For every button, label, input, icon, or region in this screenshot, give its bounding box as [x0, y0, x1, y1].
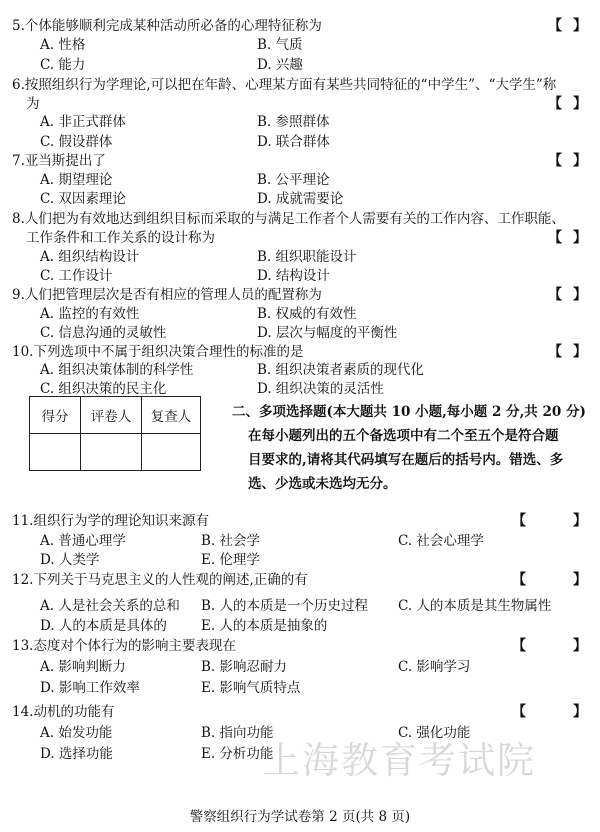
section-2-instruction: 选、少选或未选均无分。 [248, 476, 397, 492]
answer-bracket-right: 】 [573, 704, 587, 720]
question-10-stem: 10.下列选项中不属于组织决策合理性的标准的是 [12, 344, 304, 360]
answer-bracket-right: 】 [573, 153, 587, 169]
option: D. 人的本质是具体的 [40, 618, 167, 634]
answer-bracket-left: 【 [512, 704, 526, 720]
answer-bracket-left: 【 [548, 96, 562, 112]
question-6-stem: 6.按照组织行为学理论,可以把在年龄、心理某方面有某些共同特征的“中学生”、“大学生”称 [12, 77, 557, 93]
reviewer-header: 复查人 [142, 397, 201, 434]
option: D. 人类学 [40, 552, 100, 568]
option: B. 参照群体 [257, 114, 330, 130]
score-header: 得分 [30, 397, 81, 434]
answer-bracket-left: 【 [548, 18, 562, 34]
option: A. 影响判断力 [40, 659, 126, 675]
option: B. 指向功能 [201, 725, 274, 741]
answer-bracket-right: 】 [573, 18, 587, 34]
answer-bracket-right: 】 [573, 230, 587, 246]
option: C. 组织决策的民主化 [40, 381, 167, 397]
option: B. 组织职能设计 [257, 249, 357, 265]
answer-bracket-right: 】 [573, 513, 587, 529]
page-footer: 警察组织行为学试卷第 2 页(共 8 页) [189, 809, 411, 825]
grader-header: 评卷人 [81, 397, 142, 434]
answer-bracket-left: 【 [548, 153, 562, 169]
option: E. 人的本质是抽象的 [201, 618, 328, 634]
option: A. 始发功能 [40, 725, 113, 741]
score-cell[interactable] [30, 434, 81, 471]
option: D. 层次与幅度的平衡性 [257, 325, 398, 341]
option: C. 信息沟通的灵敏性 [40, 325, 167, 341]
option: C. 影响学习 [398, 659, 471, 675]
answer-bracket-left: 【 [512, 513, 526, 529]
option: E. 伦理学 [201, 552, 260, 568]
option: B. 气质 [257, 37, 303, 53]
section-2-title: 二、多项选择题(本大题共 10 小题,每小题 2 分,共 20 分) [232, 404, 586, 420]
option: C. 强化功能 [398, 725, 471, 741]
answer-bracket-left: 【 [512, 638, 526, 654]
section-2-instruction: 目要求的,请将其代码填写在题后的括号内。错选、多 [248, 452, 564, 468]
question-5-stem: 5.个体能够顺利完成某种活动所必备的心理特征称为 [12, 18, 322, 34]
option: A. 性格 [40, 37, 86, 53]
question-6-stem-cont: 为 [26, 96, 40, 112]
answer-bracket-right: 】 [573, 572, 587, 588]
answer-bracket-right: 】 [573, 96, 587, 112]
answer-bracket-left: 【 [548, 344, 562, 360]
watermark: 上海教育考试院 [263, 739, 536, 782]
option: B. 人的本质是一个历史过程 [201, 598, 369, 614]
option: D. 联合群体 [257, 134, 330, 150]
option: A. 人是社会关系的总和 [40, 598, 180, 614]
answer-bracket-right: 】 [573, 638, 587, 654]
option: D. 成就需要论 [257, 191, 344, 207]
answer-bracket-left: 【 [548, 230, 562, 246]
option: D. 选择功能 [40, 746, 113, 762]
answer-bracket-right: 】 [573, 344, 587, 360]
option: C. 社会心理学 [398, 533, 484, 549]
question-8-stem-cont: 工作条件和工作关系的设计称为 [26, 230, 215, 246]
option: A. 监控的有效性 [40, 306, 140, 322]
reviewer-cell[interactable] [142, 434, 201, 471]
question-8-stem: 8.人们把为有效地达到组织目标而采取的与满足工作者个人需要有关的工作内容、工作职能、 [12, 211, 565, 227]
option: E. 影响气质特点 [201, 680, 301, 696]
answer-bracket-right: 】 [573, 287, 587, 303]
question-9-stem: 9.人们把管理层次是否有相应的管理人员的配置称为 [12, 287, 322, 303]
score-table [29, 396, 201, 471]
option: C. 能力 [40, 57, 86, 73]
question-11-stem: 11.组织行为学的理论知识来源有 [12, 513, 209, 529]
option: A. 非正式群体 [40, 114, 126, 130]
question-14-stem: 14.动机的功能有 [12, 704, 115, 720]
option: C. 工作设计 [40, 268, 113, 284]
option: A. 普通心理学 [40, 533, 126, 549]
option: C. 双因素理论 [40, 191, 126, 207]
option: B. 组织决策者素质的现代化 [257, 362, 425, 378]
option: A. 组织结构设计 [40, 249, 140, 265]
option: D. 影响工作效率 [40, 680, 140, 696]
option: D. 结构设计 [257, 268, 330, 284]
option: B. 影响忍耐力 [201, 659, 288, 675]
section-2-instruction: 在每小题列出的五个备选项中有二个至五个是符合题 [248, 428, 559, 444]
answer-bracket-left: 【 [512, 572, 526, 588]
option: C. 假设群体 [40, 134, 113, 150]
option: D. 组织决策的灵活性 [257, 381, 384, 397]
option: A. 组织决策体制的科学性 [40, 362, 194, 378]
option: B. 公平理论 [257, 172, 330, 188]
question-7-stem: 7.亚当斯提出了 [12, 153, 106, 169]
answer-bracket-left: 【 [548, 287, 562, 303]
grader-cell[interactable] [81, 434, 142, 471]
option: D. 兴趣 [257, 57, 303, 73]
question-12-stem: 12.下列关于马克思主义的人性观的阐述,正确的有 [12, 572, 308, 588]
option: B. 社会学 [201, 533, 261, 549]
option: B. 权威的有效性 [257, 306, 357, 322]
option: E. 分析功能 [201, 746, 274, 762]
option: C. 人的本质是其生物属性 [398, 598, 552, 614]
option: A. 期望理论 [40, 172, 113, 188]
question-13-stem: 13.态度对个体行为的影响主要表现在 [12, 638, 236, 654]
